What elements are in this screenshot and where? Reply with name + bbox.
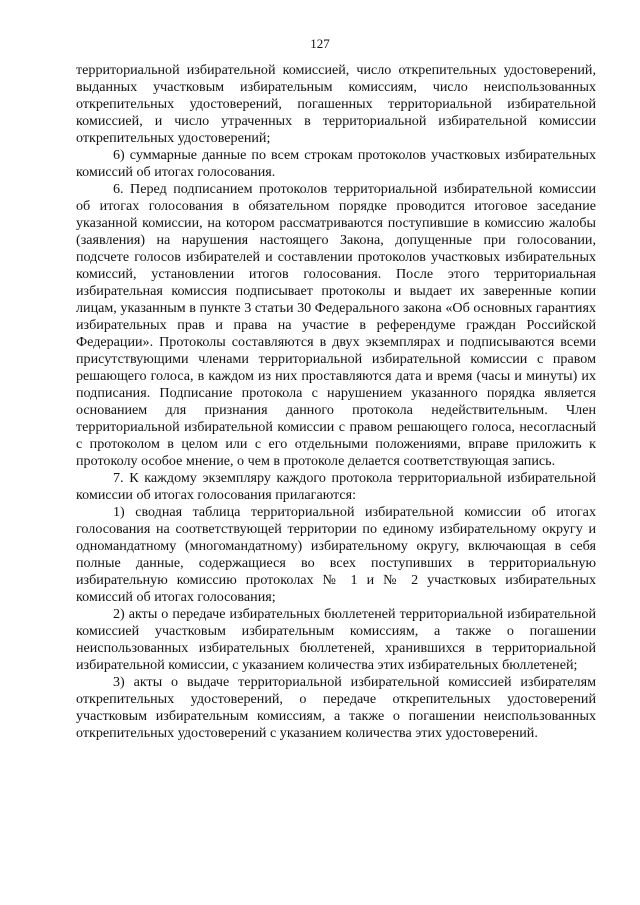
paragraph-continuation: территориальной избирательной комиссией, число открепительных удостоверений, выданных участковым избирательным комиссиям, число неиспользованных открепительных удостоверений, погашенных территориальной избирательной комиссией, и число утраченных в территориальной избирательной комиссии открепительных удостоверений; bbox=[76, 62, 596, 146]
document-body bbox=[76, 62, 596, 742]
paragraph-item-6-subpoint: 6) суммарные данные по всем строкам протоколов участковых избирательных комиссий об итогах голосования. bbox=[76, 147, 596, 180]
page-number: 127 bbox=[310, 36, 330, 51]
paragraph-subpoint-3: 3) акты о выдаче территориальной избирательной комиссией избирателям открепительных удостоверений, о передаче открепительных удостоверений участковым избирательным комиссиям, а также о погашении неиспользованных открепительных удостоверений с указанием количества этих удостоверений. bbox=[76, 674, 596, 741]
paragraph-subpoint-2: 2) акты о передаче избирательных бюллетеней территориальной избирательной комиссией участковым избирательным комиссиям, а также о погашении неиспользованных избирательных бюллетеней, хранившихся в территориальной избирательной комиссии, с указанием количества этих избирательных бюллетеней; bbox=[76, 606, 596, 673]
paragraph-subpoint-1: 1) сводная таблица территориальной избирательной комиссии об итогах голосования на соответствующей территории по единому избирательному округу и одномандатному (многомандатному) избирательному округу, включающая в себя полные данные, содержащиеся во всех поступивших в территориальную избирательную комиссию протоколах № 1 и № 2 участковых избирательных комиссий об итогах голосования; bbox=[76, 504, 596, 605]
paragraph-clause-6: 6. Перед подписанием протоколов территориальной избирательной комиссии об итогах голосования в обязательном порядке проводится итоговое заседание указанной комиссии, на котором рассматриваются поступившие в комиссию жалобы (заявления) на нарушения настоящего Закона, допущенные при голосовании, подсчете голосов избирателей и составлении протоколов участковых избирательных комиссий, установлении итогов голосования. После этого территориальная избирательная комиссия подписывает протоколы и выдает их заверенные копии лицам, указанным в пункте 3 статьи 30 Федерального закона «Об основных гарантиях избирательных прав и права на участие в референдуме граждан Российской Федерации». Протоколы составляются в двух экземплярах и подписываются всеми присутствующими членами территориальной избирательной комиссии с правом решающего голоса, в каждом из них проставляются дата и время (часы и минуты) их подписания. Подписание протокола с нарушением указанного порядка является основанием для признания данного протокола недействительным. Член территориальной избирательной комиссии с правом решающего голоса, несогласный с протоколом в целом или с его отдельными положениями, вправе приложить к протоколу особое мнение, о чем в протоколе делается соответствующая запись. bbox=[76, 181, 596, 469]
paragraph-clause-7: 7. К каждому экземпляру каждого протокола территориальной избирательной комиссии об итогах голосования прилагаются: bbox=[76, 470, 596, 503]
